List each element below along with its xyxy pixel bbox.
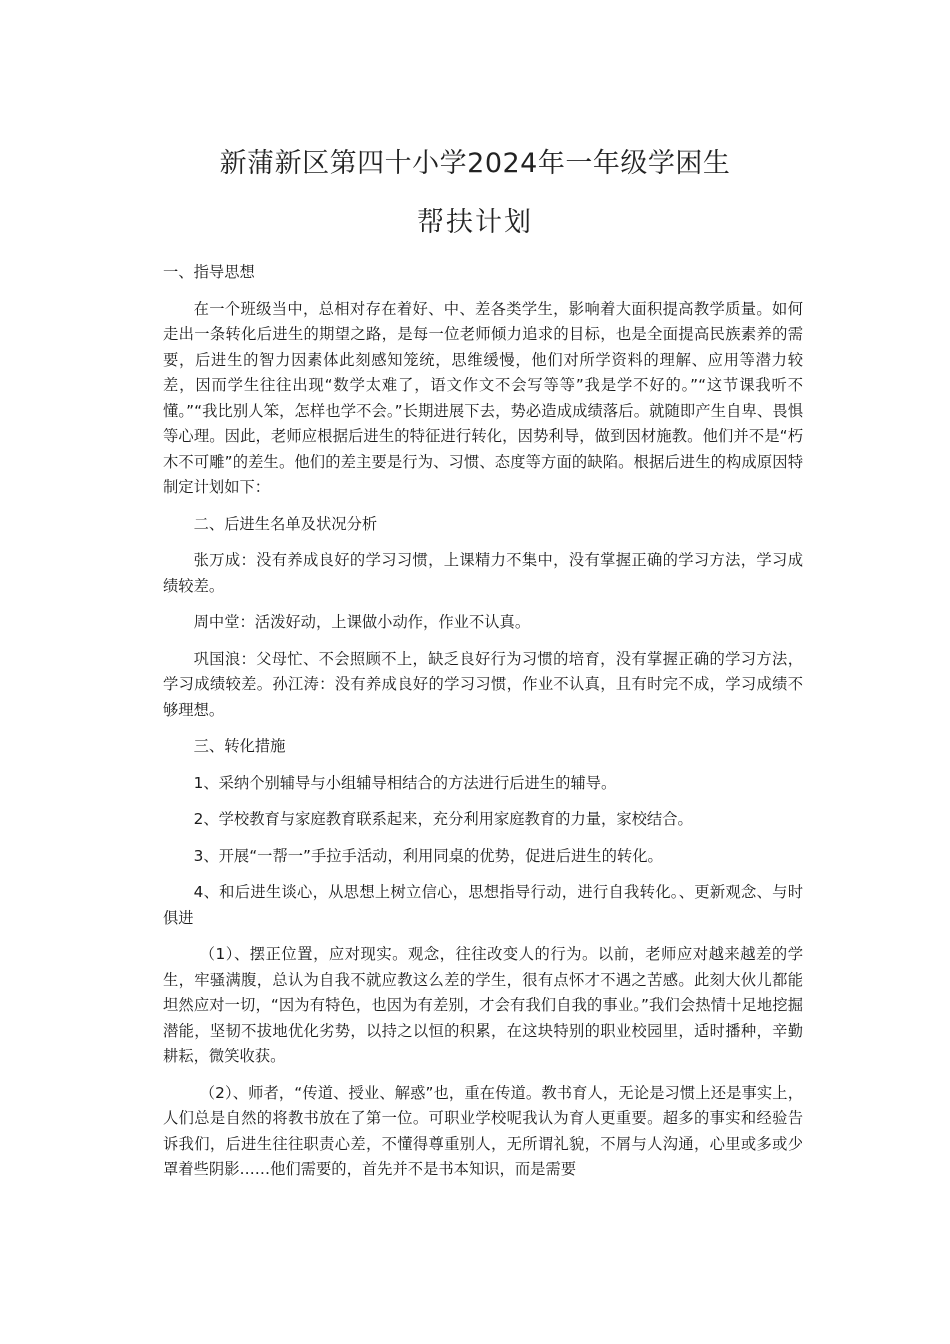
list-item: 3、开展“一帮一”手拉手活动，利用同桌的优势，促进后进生的转化。 [193,846,663,865]
section-heading-guiding-ideology: 一、指导思想 [163,263,255,281]
list-item: 1、采纳个别辅导与小组辅导相结合的方法进行后进生的辅导。 [193,773,617,792]
list-item: 4、和后进生谈心，从思想上树立信心，思想指导行动，进行自我转化。、更新观念、与时俱进 [163,883,803,927]
paragraph: 在一个班级当中，总相对存在着好、中、差各类学生，影响着大面积提高教学质量。如何走出一条转化后进生的期望之路，是每一位老师倾力追求的目标，也是全面提高民族素养的需要，后进生的智力因素体此刻感知笼统，思维缓慢，他们对所学资料的理解、应用等潜力较差，因而学生往往出现“数学太难了，语文作文不会写等等”我是学不好的。”“这节课我听不懂。”“我比别人笨，怎样也学不会。”长期进展下去，势必造成成绩落后。就随即产生自卑、畏惧等心理。因此，老师应根据后进生的特征进行转化，因势利导，做到因材施教。他们并不是“朽木不可雕”的差生。他们的差主要是行为、习惯、态度等方面的缺陷。根据后进生的构成原因特制定计划如下： [163,299,803,496]
document-title-line-1: 新蒲新区第四十小学2024年一年级学困生 [219,148,731,179]
paragraph: 张万成：没有养成良好的学习习惯，上课精力不集中，没有掌握正确的学习方法，学习成绩较差。 [163,551,803,595]
document-body [163,260,803,1194]
paragraph: 巩国浪：父母忙、不会照顾不上，缺乏良好行为习惯的培育，没有掌握正确的学习方法，学习成绩较差。孙江涛：没有养成良好的学习习惯，作业不认真，且有时完不成，学习成绩不够理想。 [163,649,803,719]
paragraph: （2）、师者，“传道、授业、解惑”也，重在传道。教书育人，无论是习惯上还是事实上，人们总是自然的将教书放在了第一位。可职业学校呢我认为育人更重要。超多的事实和经验告诉我们，后进生往往职责心差，不懂得尊重别人，无所谓礼貌，不屑与人沟通，心里或多或少罩着些阴影……他们需要的，首先并不是书本知识，而是需要 [163,1083,803,1178]
document-title-line-2: 帮扶计划 [417,207,533,238]
paragraph: 周中堂：活泼好动，上课做小动作，作业不认真。 [193,613,531,631]
section-heading-student-list: 二、后进生名单及状况分析 [193,514,378,533]
list-item: 2、学校教育与家庭教育联系起来，充分利用家庭教育的力量，家校结合。 [193,810,693,828]
paragraph: （1）、摆正位置，应对现实。观念，往往改变人的行为。以前，老师应对越来越差的学生，牢骚满腹，总认为自我不就应教这么差的学生，很有点怀才不遇之苦感。此刻大伙儿都能坦然应对一切，“因为有特色，也因为有差别，才会有我们自我的事业。”我们会热情十足地挖掘潜能，坚韧不拔地优化劣势，以持之以恒的积累，在这块特别的职业校园里，适时播种，辛勤耕耘，微笑收获。 [163,945,803,1065]
section-heading-measures: 三、转化措施 [193,737,286,755]
